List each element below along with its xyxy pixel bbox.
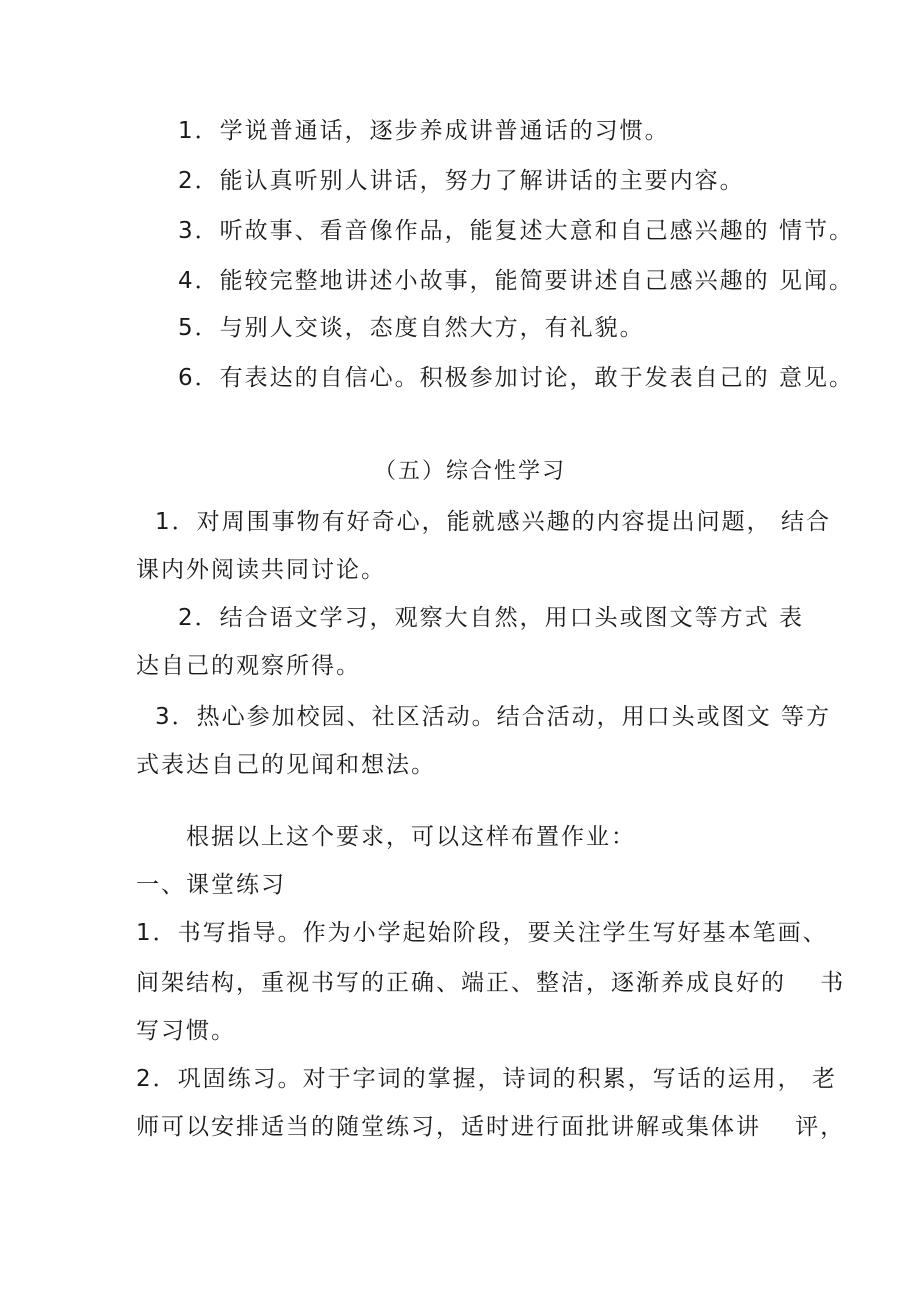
section-item-2-line-1: 2．结合语文学习，观察大自然，用口头或图文等方式 表 [178, 605, 804, 631]
homework-heading: 一、课堂练习 [136, 872, 286, 898]
section-item-1-line-2: 课内外阅读共同讨论。 [136, 557, 386, 583]
speaking-item-5: 5．与别人交谈，态度自然大方，有礼貌。 [178, 315, 645, 341]
speaking-item-3: 3．听故事、看音像作品，能复述大意和自己感兴趣的 情节。 [178, 218, 854, 244]
homework-intro: 根据以上这个要求，可以这样布置作业： [186, 824, 636, 850]
homework-item-1-line-2: 间架结构，重视书写的正确、端正、整洁，逐渐养成良好的 书 [136, 970, 846, 996]
speaking-item-2: 2．能认真听别人讲话，努力了解讲话的主要内容。 [178, 168, 745, 194]
homework-item-1-line-3: 写习惯。 [136, 1018, 236, 1044]
homework-item-2-line-1: 2．巩固练习。对于字词的掌握，诗词的积累，写话的运用， 老 [136, 1066, 837, 1092]
speaking-item-1: 1．学说普通话，逐步养成讲普通话的习惯。 [178, 118, 670, 144]
homework-item-2-line-2: 师可以安排适当的随堂练习，适时进行面批讲解或集体讲 评， [136, 1114, 846, 1140]
section-item-2-line-2: 达自己的观察所得。 [136, 653, 361, 679]
section-title: （五）综合性学习 [374, 459, 567, 484]
speaking-item-6: 6．有表达的自信心。积极参加讨论，敢于发表自己的 意见。 [178, 365, 854, 391]
homework-item-1-line-1: 1．书写指导。作为小学起始阶段，要关注学生写好基本笔画、 [136, 920, 828, 946]
speaking-item-4: 4．能较完整地讲述小故事，能简要讲述自己感兴趣的 见闻。 [178, 268, 854, 294]
section-item-1-line-1: 1．对周围事物有好奇心，能就感兴趣的内容提出问题， 结合 [155, 509, 831, 535]
section-item-3-line-2: 式表达自己的见闻和想法。 [136, 752, 436, 778]
section-item-3-line-1: 3．热心参加校园、社区活动。结合活动，用口头或图文 等方 [155, 704, 831, 730]
